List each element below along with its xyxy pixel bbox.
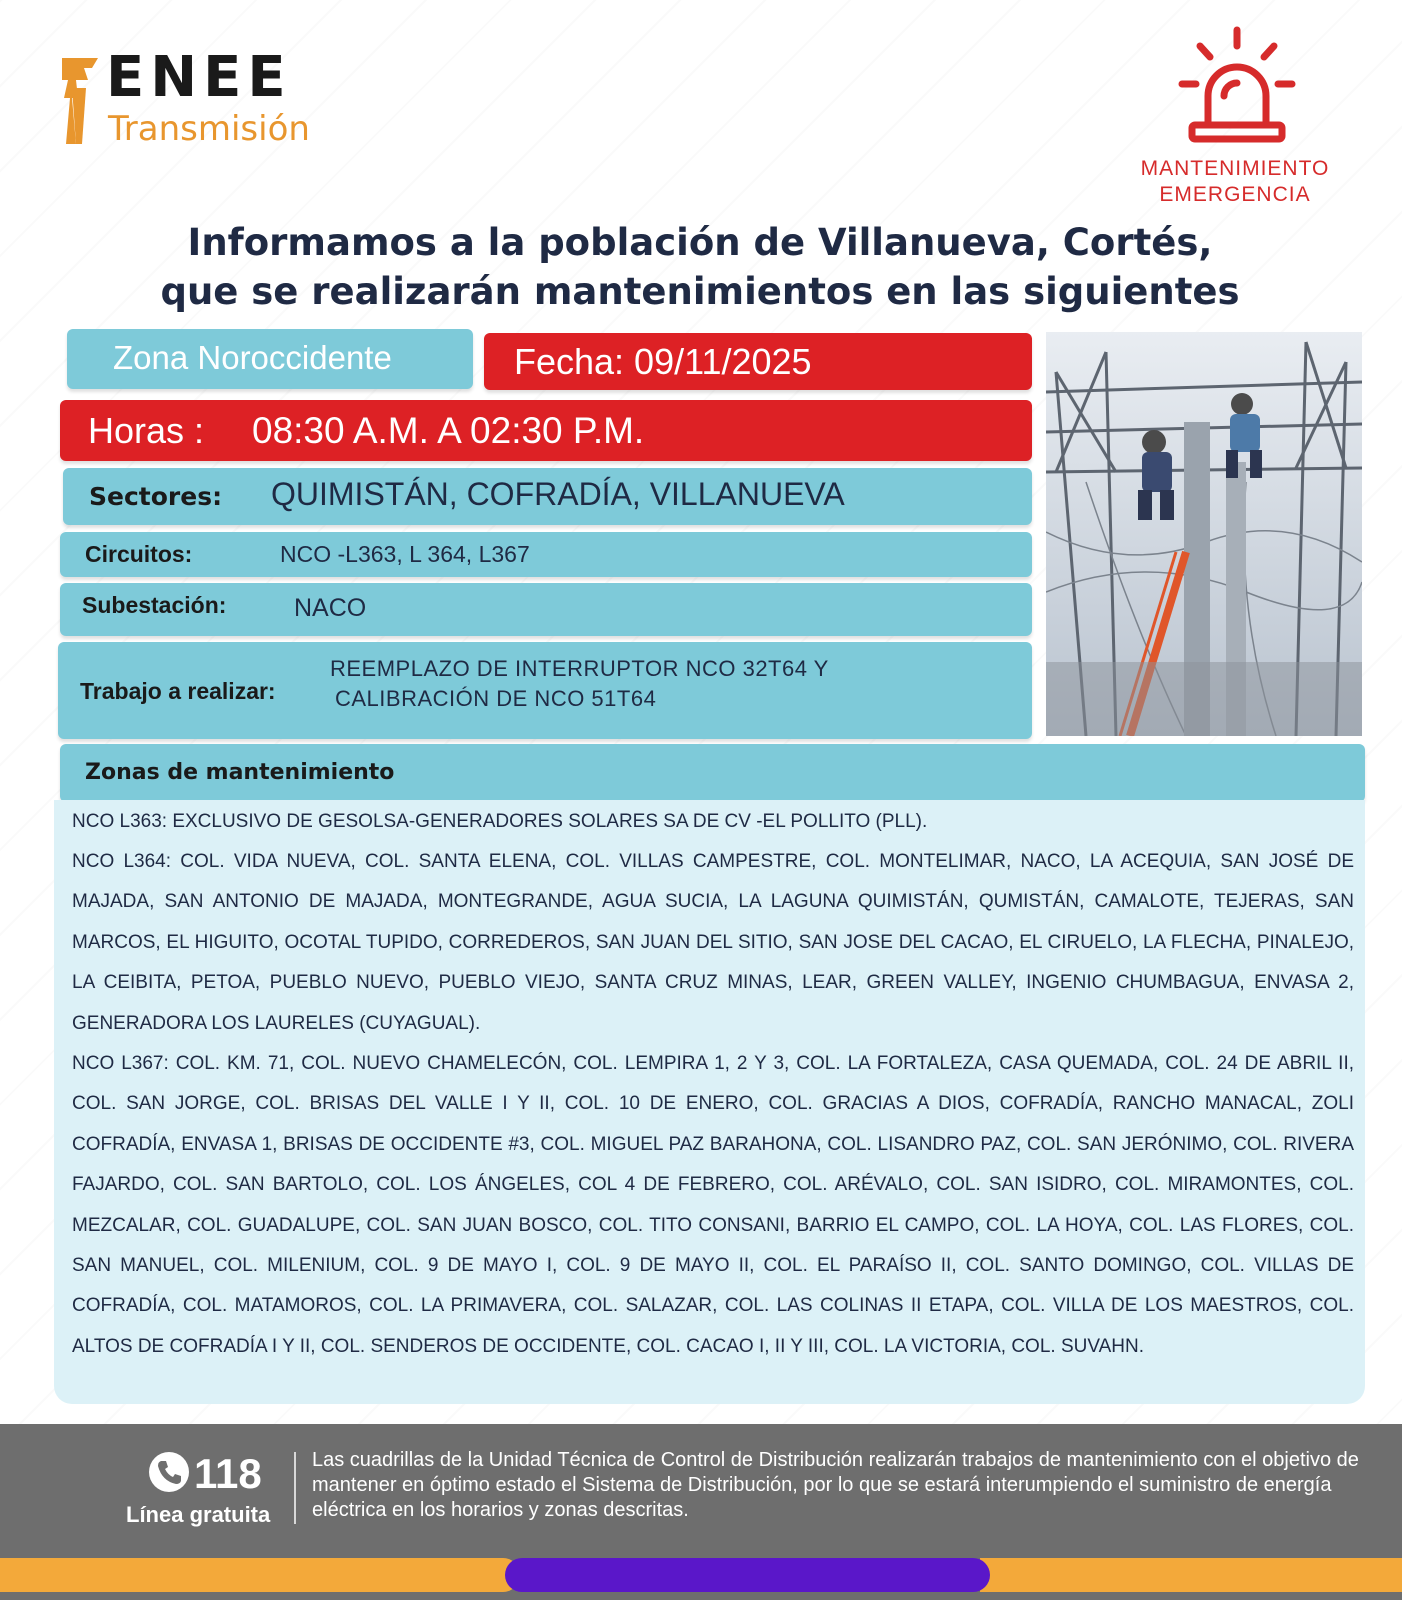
fecha-box [484,333,1032,390]
headline-line1: Informamos a la población de Villanueva, Cortés, [187,221,1213,264]
trabajo-line1: REEMPLAZO DE INTERRUPTOR NCO 32T64 Y [330,656,829,681]
sectores-box [63,468,1032,525]
phone-label: Línea gratuita [126,1502,271,1527]
footer-note: Las cuadrillas de la Unidad Técnica de Control de Distribución realizarán trabajos de mantenimiento con el objetivo de mantener en óptimo estado el Sistema de Distribución, por lo que se estará interumpiendo el suministro de energía eléctrica en los horarios y zonas descritas. [312,1449,1359,1521]
trabajo-line2: CALIBRACIÓN DE NCO 51T64 [335,686,657,711]
horas-value: 08:30 A.M. A 02:30 P.M. [252,410,645,451]
tower-icon [62,58,98,144]
siren-icon [1172,24,1302,148]
zona-box [67,329,473,389]
headline-line2: que se realizarán mantenimientos en las siguientes [160,270,1240,313]
headline [40,218,1360,316]
footer-divider [294,1452,296,1524]
alarm-label [1120,156,1350,208]
zona-l364: NCO L364: COL. VIDA NUEVA, COL. SANTA ELENA, COL. VILLAS CAMPESTRE, COL. MONTELIMAR, NACO, LA ACEQUIA, SAN JOSÉ DE MAJADA, SAN ANTONIO DE MAJADA, MONTEGRANDE, AGUA SUCIA, LA LAGUNA QUIMISTÁN, QUMISTÁN, CAMALOTE, TEJERAS, SAN MARCOS, EL HIGUITO, OCOTAL TUPIDO, CORREDEROS, SAN JUAN DEL SITIO, SAN JOSE DEL CACAO, EL CIRUELO, LA FLECHA, PINALEJO, LA CEIBITA, PETOA, PUEBLO NUEVO, PUEBLO VIEJO, SANTA CRUZ MINAS, LEAR, GREEN VALLEY, INGENIO CHUMBAGUA, ENVASA 2, GENERADORA LOS LAURELES (CUYAGUAL). [72,851,1354,1034]
alarm-label-line2: EMERGENCIA [1159,183,1311,206]
sectores-label: Sectores: [89,482,223,511]
footer [0,1424,1402,1544]
substation-photo [1046,332,1362,736]
circuitos-label: Circuitos: [85,541,193,567]
subestacion-label: Subestación: [82,592,227,618]
logo-subtitle: Transmisión [108,109,310,149]
subestacion-box [60,583,1032,636]
sectores-value: QUIMISTÁN, COFRADÍA, VILLANUEVA [271,476,845,512]
subestacion-value: NACO [294,594,367,622]
zona-l367: NCO L367: COL. KM. 71, COL. NUEVO CHAMELECÓN, COL. LEMPIRA 1, 2 Y 3, COL. LA FORTALEZA, CASA QUEMADA, COL. 24 DE ABRIL II, COL. SAN JORGE, COL. BRISAS DEL VALLE I Y II, COL. 10 DE ENERO, COL. GRACIAS A DIOS, COFRADÍA, RANCHO MANACAL, ZOLI COFRADÍA, ENVASA 1, BRISAS DE OCCIDENTE #3, COL. MIGUEL PAZ BARAHONA, COL. LISANDRO PAZ, COL. SAN JERÓNIMO, COL. RIVERA FAJARDO, COL. SAN BARTOLO, COL. LOS ÁNGELES, COL 4 DE FEBRERO, COL. ARÉVALO, COL. SAN ISIDRO, COL. MIRAMONTES, COL. MEZCALAR, COL. GUADALUPE, COL. SAN JUAN BOSCO, COL. TITO CONSANI, BARRIO EL CAMPO, COL. LA HOYA, COL. LAS FLORES, COL. SAN MANUEL, COL. MILENIUM, COL. 9 DE MAYO I, COL. 9 DE MAYO II, COL. EL PARAÍSO II, COL. SANTO DOMINGO, COL. VILLAS DE COFRADÍA, COL. MATAMOROS, COL. LA PRIMAVERA, COL. SALAZAR, COL. LAS COLINAS II ETAPA, COL. VILLA DE LOS MAESTROS, COL. ALTOS DE COFRADÍA I Y II, COL. SENDEROS DE OCCIDENTE, COL. CACAO I, II Y III, COL. LA VICTORIA, COL. SUVAHN. [72,1053,1354,1357]
bottom-stripe-orange-right [980,1558,1402,1592]
phone-icon [148,1451,190,1493]
alarm-label-line1: MANTENIMIENTO [1140,157,1330,180]
zonas-body [54,800,1365,1404]
circuitos-box [60,532,1032,577]
fecha-label: Fecha: 09/11/2025 [514,341,812,382]
zonas-header [60,744,1365,802]
trabajo-box [58,642,1032,739]
bottom-stripe-orange-left [0,1558,520,1592]
horas-box [60,400,1032,461]
circuitos-value: NCO -L363, L 364, L367 [280,541,530,567]
enee-logo [62,45,362,152]
zona-l363: NCO L363: EXCLUSIVO DE GESOLSA-GENERADORES SOLARES SA DE CV -EL POLLITO (PLL). [72,811,928,832]
logo-brand: ENEE [106,45,292,110]
bottom-stripe-purple [505,1558,990,1592]
horas-label: Horas : [88,410,205,451]
zonas-title: Zonas de mantenimiento [85,760,395,785]
zona-label: Zona Noroccidente [113,339,392,376]
trabajo-label: Trabajo a realizar: [80,678,276,704]
phone-number: 118 [194,1450,262,1497]
